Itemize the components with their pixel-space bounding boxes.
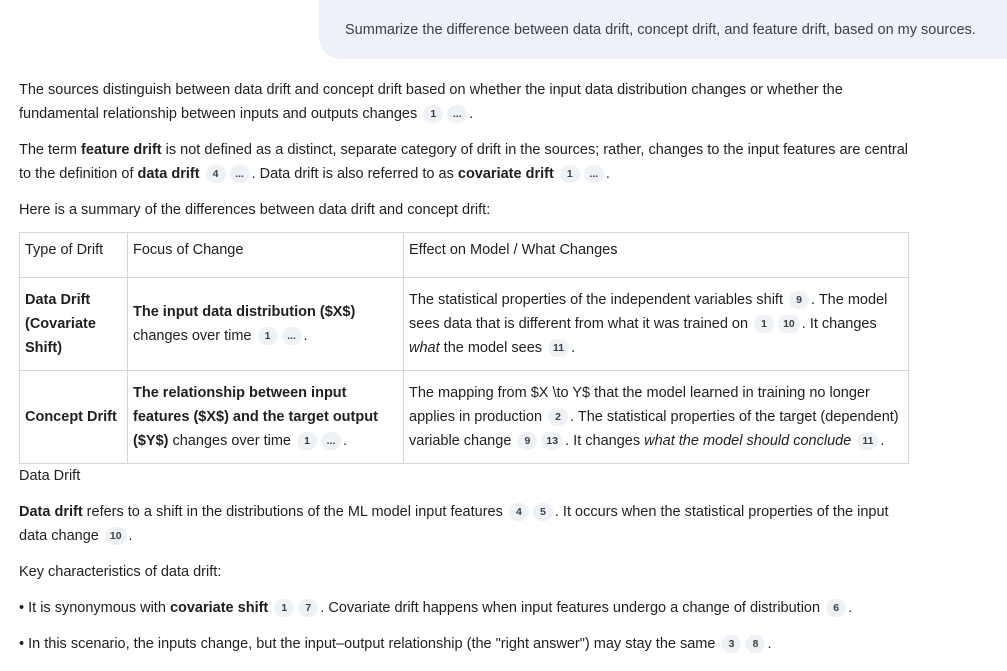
citation-chip[interactable]: 1 xyxy=(297,432,317,450)
citation-more-chip[interactable]: ... xyxy=(584,165,604,183)
citation-chip[interactable]: 10 xyxy=(105,527,127,545)
paragraph-text: The term xyxy=(19,142,82,158)
citation-chip[interactable]: 6 xyxy=(826,599,846,617)
table-cell-focus: The relationship between input features ($X$) and the target output ($Y$) changes over time 1 ... . xyxy=(128,371,404,464)
table-header-cell: Type of Drift xyxy=(20,233,128,278)
effect-text: . The model sees data that is different from what it was trained on xyxy=(409,292,888,332)
citation-more-chip[interactable]: ... xyxy=(282,327,302,345)
citation-chip[interactable]: 10 xyxy=(778,315,800,333)
citation-chip[interactable]: 8 xyxy=(745,635,765,653)
drift-type-label: Concept Drift xyxy=(25,409,117,425)
citation-chip[interactable]: 1 xyxy=(274,599,294,617)
focus-bold-text: The relationship between input features ($X$) and the target output ($Y$) xyxy=(133,385,378,449)
citation-chip[interactable]: 5 xyxy=(533,503,553,521)
table-header-row xyxy=(20,233,909,278)
drift-type-label: Data Drift (Covariate Shift) xyxy=(25,292,96,356)
bold-term: feature drift xyxy=(81,142,162,158)
effect-text: The statistical properties of the independent variables shift xyxy=(409,292,783,308)
table-row xyxy=(20,371,909,464)
list-item-text: . Covariate drift happens when input features undergo a change of distribution xyxy=(320,600,821,616)
paragraph-text: . It occurs when the statistical properties of the input data change xyxy=(19,504,889,544)
citation-more-chip[interactable]: ... xyxy=(447,105,467,123)
citation-chip[interactable]: 1 xyxy=(754,315,774,333)
table-header-cell: Effect on Model / What Changes xyxy=(404,233,909,278)
focus-bold-text: The input data distribution ($X$) xyxy=(133,304,356,320)
paragraph-summary-intro: Here is a summary of the differences between data drift and concept drift: xyxy=(19,202,491,218)
citation-chip[interactable]: 1 xyxy=(423,105,443,123)
citation-chip[interactable]: 13 xyxy=(541,432,563,450)
citation-chip[interactable]: 11 xyxy=(857,432,878,450)
list-item: • It is synonymous with covariate shift 1 7 . Covariate drift happens when input features undergo a change of distribution 6 . xyxy=(19,600,853,616)
focus-text: changes over time xyxy=(168,433,291,449)
list-item-text: • In this scenario, the inputs change, but the input–output relationship (the "right answer") may stay the same xyxy=(19,636,716,652)
citation-chip[interactable]: 3 xyxy=(721,635,741,653)
effect-text: the model sees xyxy=(439,340,543,356)
response-continuation xyxy=(19,464,919,668)
paragraph-text: . Data drift is also referred to as xyxy=(251,166,458,182)
bold-term: Data drift xyxy=(19,504,83,520)
effect-text: The mapping from $X \to Y$ that the model learned in training no longer applies in production xyxy=(409,385,870,425)
table-cell-effect: The statistical properties of the independent variables shift 9 . The model sees data that is different from what it was trained on 1 10 . It changes what the model sees 11 . xyxy=(404,278,909,371)
citation-chip[interactable]: 9 xyxy=(789,291,809,309)
bold-term: covariate drift xyxy=(457,166,554,182)
citation-more-chip[interactable]: ... xyxy=(230,165,250,183)
response-body xyxy=(19,78,919,234)
paragraph-intro: The sources distinguish between data drift and concept drift based on whether the input data distribution changes or whether the fundamental relationship between inputs and outputs changes 1 ... . xyxy=(19,82,843,122)
section-heading: Data Drift xyxy=(19,468,81,484)
table-row xyxy=(20,278,909,371)
table-cell-effect: The mapping from $X \to Y$ that the model learned in training no longer applies in production 2 . The statistical properties of the target (dependent) variable change 9 13 . It changes what the model should conclude 11 . xyxy=(404,371,909,464)
citation-chip[interactable]: 1 xyxy=(258,327,278,345)
user-query-bubble xyxy=(319,0,1007,59)
effect-emphasis: what xyxy=(409,340,440,356)
paragraph-text: The sources distinguish between data drift and concept drift based on whether the input data distribution changes or whether the fundamental relationship between inputs and outputs changes xyxy=(19,82,843,122)
focus-text: changes over time xyxy=(133,328,252,344)
citation-more-chip[interactable]: ... xyxy=(321,432,341,450)
citation-chip[interactable]: 11 xyxy=(548,339,569,357)
user-query-text: Summarize the difference between data drift, concept drift, and feature drift, based on my sources. xyxy=(345,21,976,38)
table-cell-focus: The input data distribution ($X$) changes over time 1 ... . xyxy=(128,278,404,371)
list-item: • In this scenario, the inputs change, but the input–output relationship (the "right answer") may stay the same 3 8 . xyxy=(19,636,772,652)
table-cell-type xyxy=(20,278,128,371)
citation-chip[interactable]: 9 xyxy=(517,432,537,450)
effect-emphasis: what the model should conclude xyxy=(644,433,852,449)
paragraph-text: is not defined as a distinct, separate category of drift in the sources; rather, changes to the input features are central to the definition of xyxy=(19,142,908,182)
effect-text: . It changes xyxy=(801,316,877,332)
citation-chip[interactable]: 2 xyxy=(548,408,568,426)
paragraph-data-drift: Data drift refers to a shift in the distributions of the ML model input features 4 5 . It occurs when the statistical properties of the input data change 10 . xyxy=(19,504,889,544)
paragraph-text: refers to a shift in the distributions of the ML model input features xyxy=(82,504,503,520)
citation-chip[interactable]: 1 xyxy=(560,165,580,183)
effect-text: . It changes xyxy=(565,433,645,449)
drift-comparison-table xyxy=(19,232,909,464)
table-cell-type xyxy=(20,371,128,464)
list-item-text: • It is synonymous with xyxy=(19,600,170,616)
citation-chip[interactable]: 7 xyxy=(298,599,318,617)
bold-term: covariate shift xyxy=(169,600,269,616)
bold-term: data drift xyxy=(137,166,200,182)
effect-text: . The statistical properties of the target (dependent) variable change xyxy=(409,409,899,449)
citation-chip[interactable]: 4 xyxy=(509,503,529,521)
table-header-cell: Focus of Change xyxy=(128,233,404,278)
paragraph-feature-drift: The term feature drift is not defined as a distinct, separate category of drift in the sources; rather, changes to the input features are central to the definition of data drift 4 ... . Data drift is also referred to as covariate drift 1 ... . xyxy=(19,142,908,182)
paragraph-key-characteristics: Key characteristics of data drift: xyxy=(19,564,222,580)
citation-chip[interactable]: 4 xyxy=(206,165,226,183)
